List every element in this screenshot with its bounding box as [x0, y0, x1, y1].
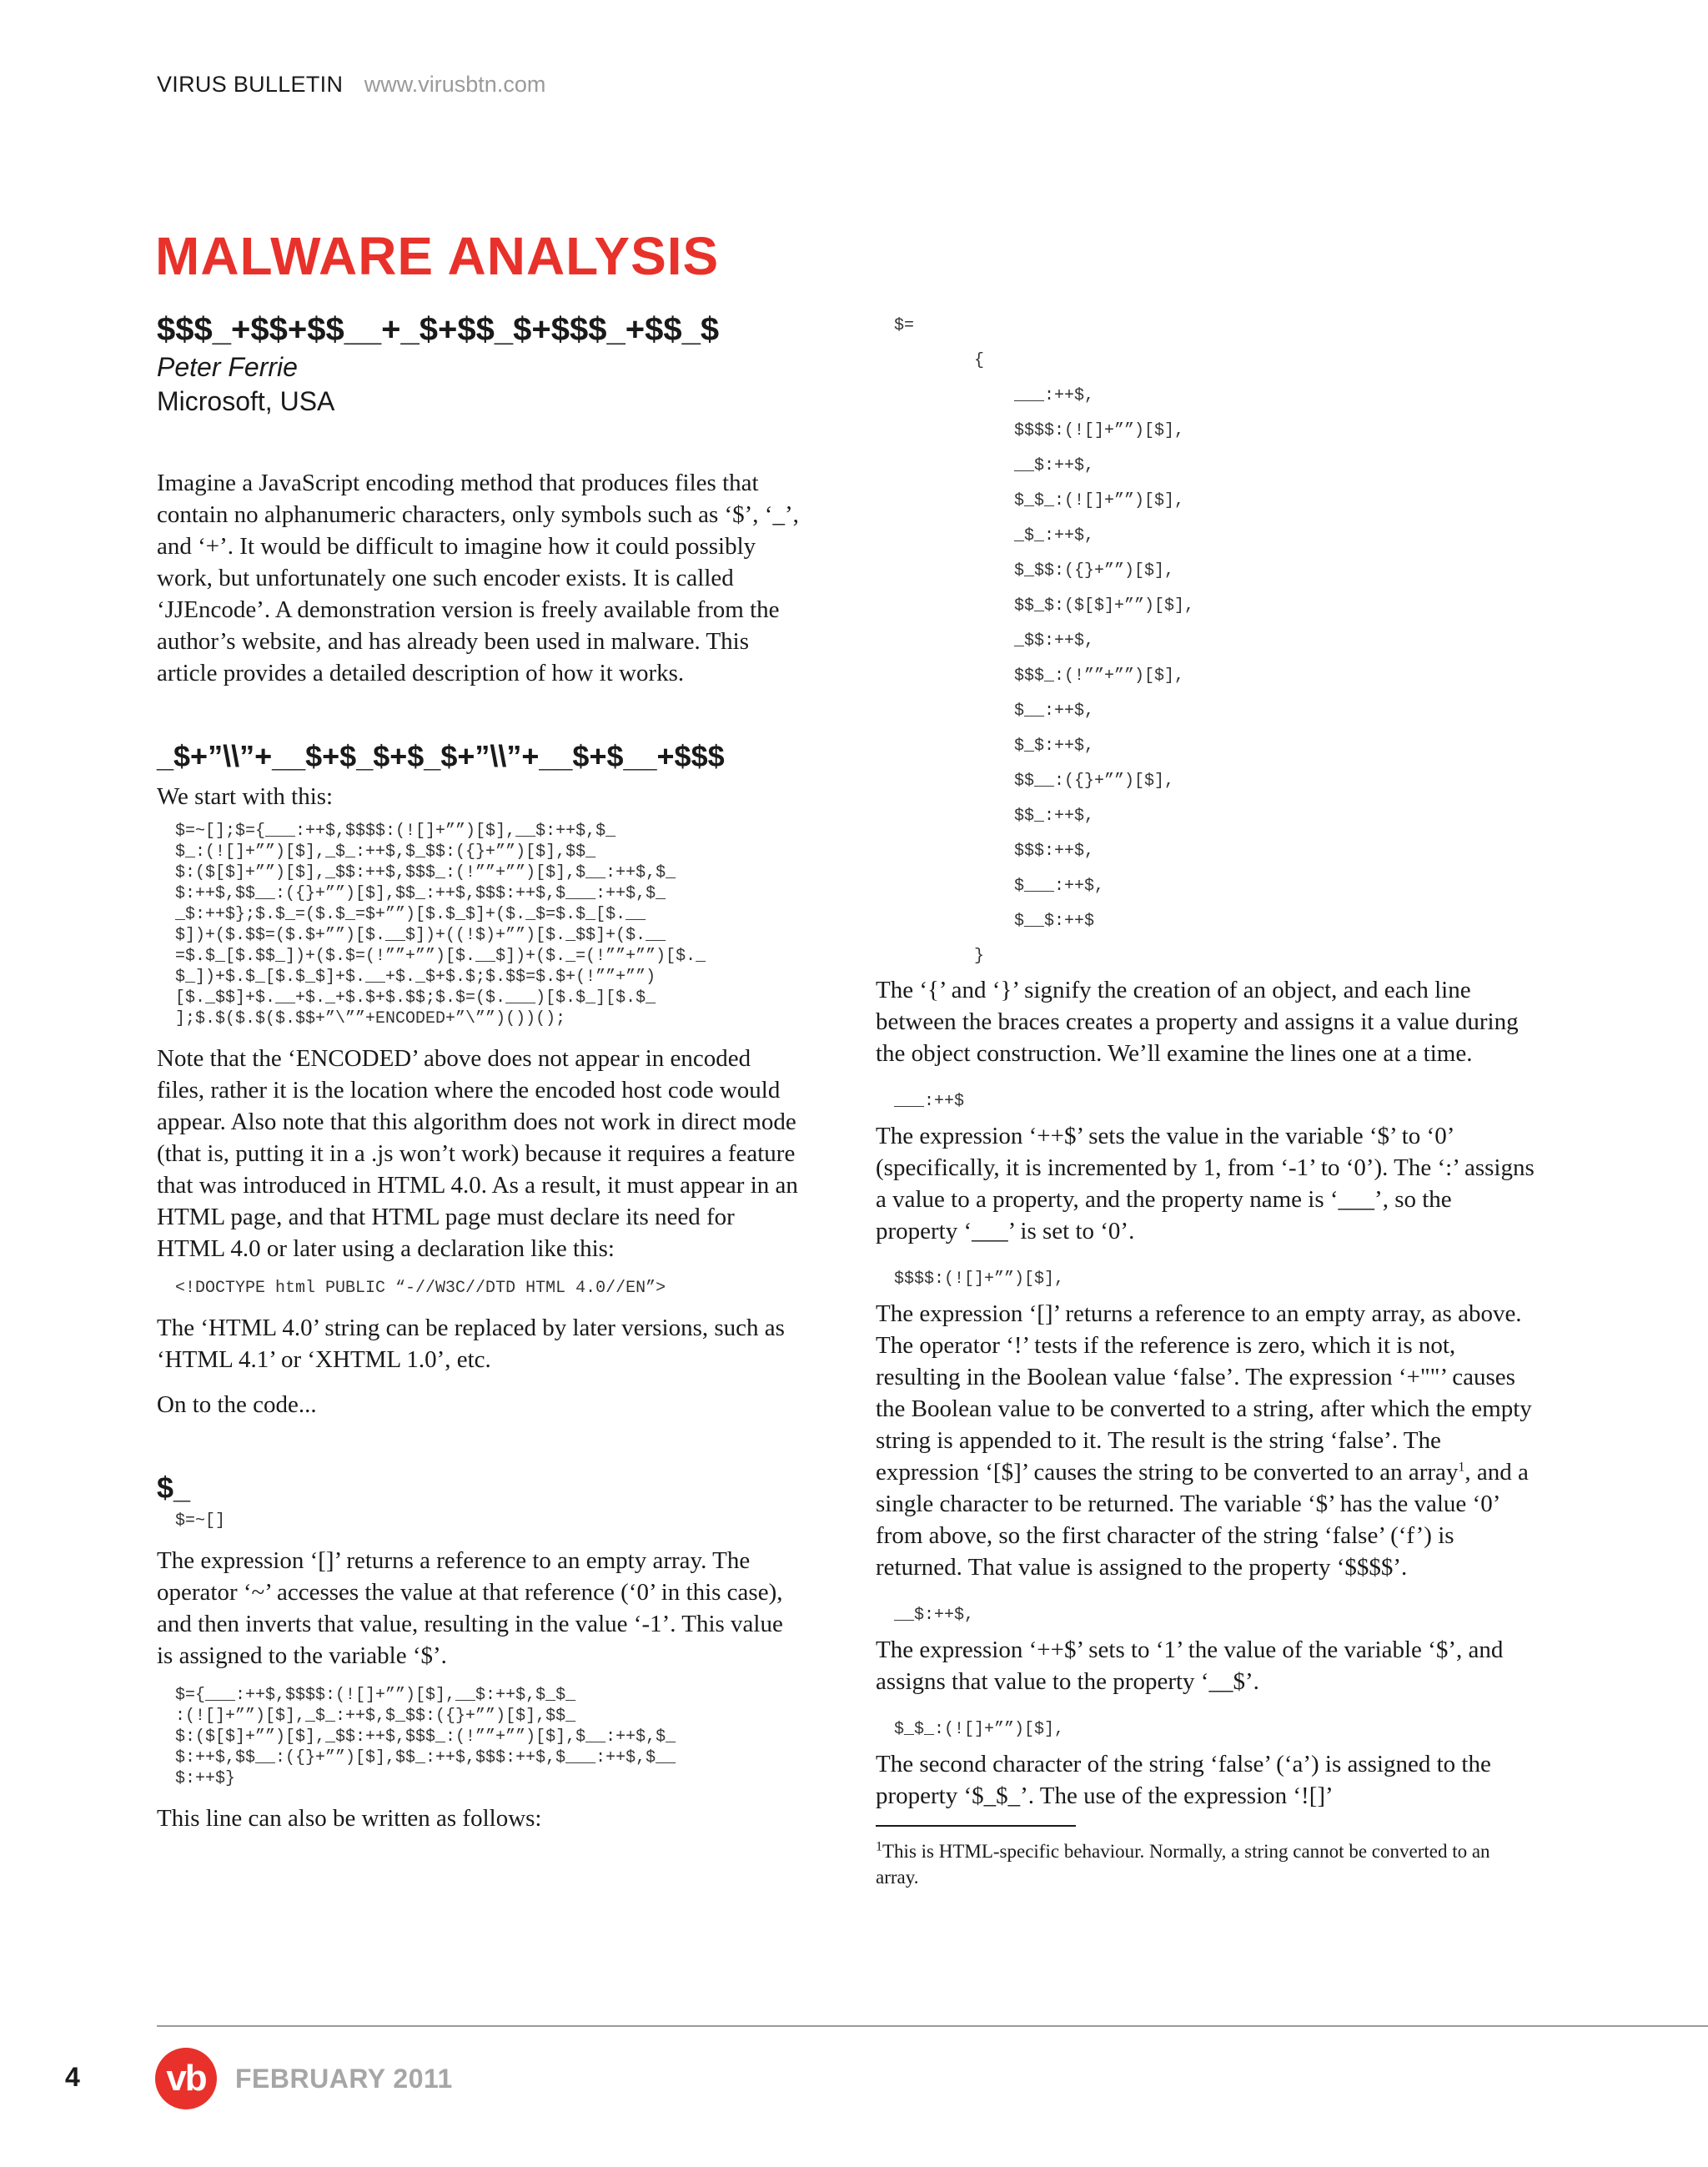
right-column [876, 309, 1535, 1890]
code-line-3: __$:++$, [894, 1606, 975, 1625]
explain-paragraph-2: The expression ‘[]’ returns a reference to an empty array, as above. The operator ‘!’ tests if the reference is zero, which it is not, resulting in the Boolean value ‘false’. The expression ‘+""’ causes the Boolean value to be converted to a string, after which the empty string is appended to it. The result is the string ‘false’. The expression ‘[$]’ causes the string to be converted to an array$^1$, and a single character to be returned. The variable ‘$’ has the value ‘0’ from above, so the first character of the string ‘false’ (‘f’) is returned. That value is assigned to the property ‘$$$$’. [876, 1300, 1532, 1581]
code-block-2: $=~[] [175, 1511, 226, 1531]
footnote-marker: 1 [1458, 1460, 1465, 1475]
expr-paragraph: The expression ‘[]’ returns a reference to an empty array. The operator ‘~’ accesses the value at that reference (‘0’ in this case), and then inverts that value, resulting in the value ‘-1’. This value is assigned to the variable ‘$’. [157, 1547, 783, 1669]
written-paragraph: This line can also be written as follows: [157, 1805, 542, 1832]
code-line-1: ___:++$ [894, 1092, 965, 1111]
code-block-1: $=~[];$={___:++$,$$$$:(![]+””)[$],__$:++$,$_ $_:(![]+””)[$],_$_:++$,$_$$:({}+””)[$],$$_ $:($[$]+””)[$],_$$:++$,$$$_:(!””+””)[$],$__:++$,$_ $:++$,$$__:({}+””)[$],$$_:++$,$$$:++$,$___:++$,$_ _$:++$};$.$_=($.$_=$+””)[$.$_$]+($._$=$.$_[$.__ $])+($.$$=($.$+””)[$.__$])+((!$)+””)[$._$$]+($.__ =$.$_[$.$$_])+($.$=(!””+””)[$.__$])+($._=(!””+””)[$._ $_])+$.$_[$.$_$]+$.__+$._$+$.$;$.$$=$.$+(!””+””) [$._$$]+$.__+$._+$.$+$.$$;$.$=($.___)[$.$_][$.$_ ];$.$($.$($.$$+”\””+ENCODED+”\””)())(); [175, 822, 706, 1028]
subheading-1: _$+”\\”+__$+$_$+$_$+”\\”+__$+$__+$$$ [157, 739, 725, 773]
explain-paragraph-4: The second character of the string ‘false’ (‘a’) is assigned to the property ‘$_$_’. The use of the expression ‘![]’ [876, 1751, 1491, 1809]
code-line-2: $$$$:(![]+””)[$], [894, 1270, 1065, 1289]
subheading-2: $_ [157, 1471, 191, 1505]
explain-paragraph-3: The expression ‘++$’ sets to ‘1’ the value of the variable ‘$’, and assigns that value to the property ‘__$’. [876, 1637, 1504, 1695]
article-title: $$$_+$$+$$__+_$+$$_$+$$$_+$$_$ [157, 311, 720, 348]
publication-url[interactable]: www.virusbtn.com [364, 72, 546, 97]
code-block-3: $={___:++$,$$$$:(![]+””)[$],__$:++$,$_$_ :(![]+””)[$],_$_:++$,$_$$:({}+””)[$],$$_ $:($[$]+””)[$],_$$:++$,$$$_:(!””+””)[$],$__:++$,$_ $:++$,$$__:({}+””)[$],$$_:++$,$$$:++$,$___:++$,$__ $:++$} [175, 1686, 676, 1788]
page-number: 4 [65, 2062, 80, 2092]
html4-paragraph: The ‘HTML 4.0’ string can be replaced by later versions, such as ‘HTML 4.1’ or ‘XHTML 1.0’, etc. [157, 1315, 785, 1373]
section-title: MALWARE ANALYSIS [155, 226, 720, 286]
code-line-4: $_$_:(![]+””)[$], [894, 1720, 1065, 1739]
intro-paragraph: Imagine a JavaScript encoding method that produces files that contain no alphanumeric characters, only symbols such as ‘$’, ‘_’, and ‘+’. It would be difficult to imagine how it could possibly work, but unfortunately one such encoder exists. It is called ‘JJEncode’. A demonstration version is freely available from the author’s website, and has already been used in malware. This article provides a detailed description of how it works. [157, 470, 799, 686]
publication-name: VIRUS BULLETIN [157, 72, 344, 97]
footer-divider [157, 2025, 1708, 2027]
issue-date: FEBRUARY 2011 [235, 2064, 453, 2094]
author-name: Peter Ferrie [157, 352, 298, 382]
vb-logo: vb [155, 2048, 217, 2109]
author-affiliation: Microsoft, USA [157, 386, 335, 416]
onto-paragraph: On to the code... [157, 1391, 317, 1418]
author-block [157, 350, 799, 419]
start-paragraph: We start with this: [157, 783, 334, 810]
object-code-block: $= { ___:++$, $$$$:(![]+””)[$], __$:++$, $_$_:(![]+””)[$], _$_:++$, $_$$:({}+””)[$], $$_$:($[$]+””)[$], _$$:++$, $$$_:(!””+””)[$], $__:++$, $_$:++$, $$__:({}+””)[$], $$_:++$, $$$:++$, $___:++$, $__$:++$ } [894, 316, 1195, 966]
doctype-code: <!DOCTYPE html PUBLIC “-//W3C//DTD HTML 4.0//EN”> [175, 1279, 666, 1298]
left-column [157, 309, 799, 1834]
footnote-divider [876, 1825, 1076, 1827]
running-header [157, 72, 545, 98]
explain-paragraph-1: The expression ‘++$’ sets the value in the variable ‘$’ to ‘0’ (specifically, it is incremented by 1, from ‘-1’ to ‘0’). The ‘:’ assigns a value to a property, and the property name is ‘___’, so the property ‘___’ is set to ‘0’. [876, 1123, 1535, 1244]
braces-paragraph: The ‘{’ and ‘}’ signify the creation of an object, and each line between the braces creates a property and assigns it a value during the object construction. We’ll examine the lines one at a time. [876, 977, 1519, 1067]
note-paragraph: Note that the ‘ENCODED’ above does not appear in encoded files, rather it is the location where the encoded host code would appear. Also note that this algorithm does not work in direct mode (that is, putting it in a .js won’t work) because it requires a feature that was introduced in HTML 4.0. As a result, it must appear in an HTML page, and that HTML page must declare its need for HTML 4.0 or later using a declaration like this: [157, 1045, 798, 1262]
footnote: $^1$This is HTML-specific behaviour. Normally, a string cannot be converted to an array. [876, 1839, 1490, 1888]
